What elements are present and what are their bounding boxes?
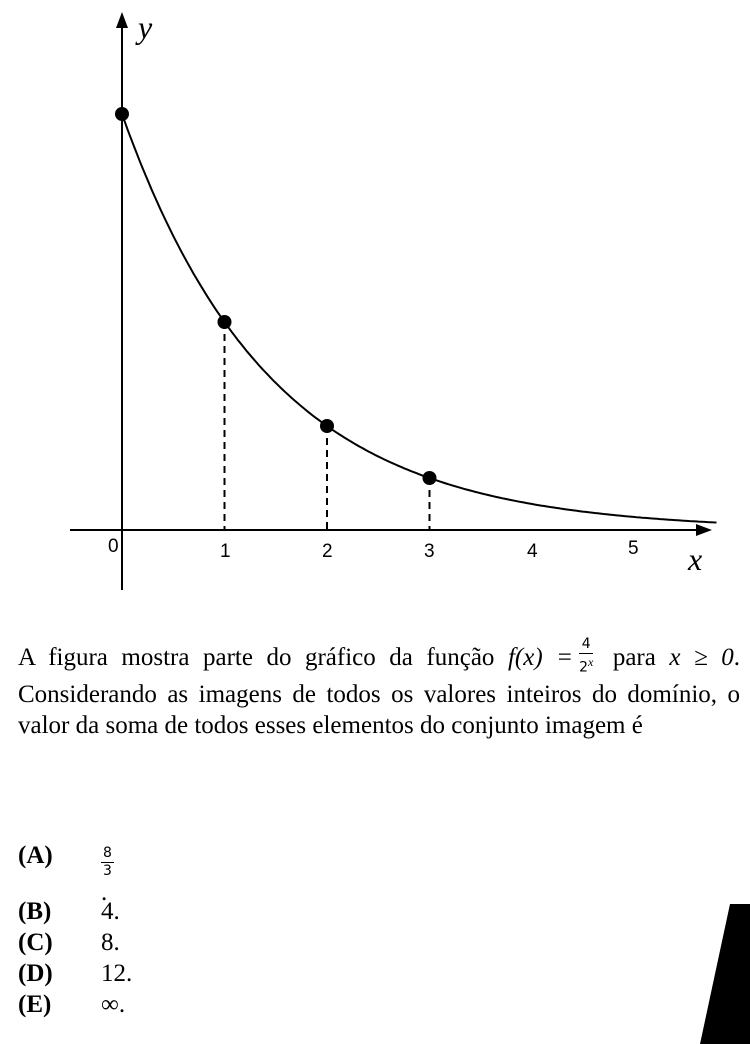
option-value: 8. bbox=[101, 929, 120, 956]
denominator-exponent: x bbox=[587, 655, 594, 669]
y-axis-label: y bbox=[138, 9, 153, 45]
question-rest: . Considerando as imagens de todos os valores inteiros do domínio, o valor da soma de todos esses elementos do conjunto imagem é bbox=[18, 644, 741, 739]
x-tick-4: 4 bbox=[527, 541, 538, 562]
x-tick-5: 5 bbox=[628, 538, 639, 559]
function-fraction bbox=[579, 637, 593, 676]
function-curve bbox=[122, 114, 717, 523]
x-tick-1: 1 bbox=[220, 541, 231, 562]
y-axis-arrow bbox=[116, 12, 128, 28]
denominator-base: 2 bbox=[579, 659, 588, 676]
option-letter: (C) bbox=[18, 929, 53, 956]
data-point-3 bbox=[423, 471, 437, 485]
option-fraction-denominator: 3 bbox=[103, 863, 112, 879]
option-fraction bbox=[101, 846, 114, 879]
option-letter: (A) bbox=[18, 842, 53, 869]
x-axis-label: x bbox=[688, 541, 703, 577]
function-expression: f(x) = bbox=[507, 644, 574, 672]
option-value: 12. bbox=[101, 960, 133, 987]
question-connector: para bbox=[599, 644, 670, 672]
x-axis-arrow bbox=[696, 524, 712, 536]
fraction-denominator bbox=[579, 654, 593, 676]
question-intro: A figura mostra parte do gráfico da função bbox=[18, 644, 508, 672]
option-suffix: . bbox=[101, 879, 108, 906]
option-value: ∞. bbox=[101, 991, 126, 1018]
x-tick-2: 2 bbox=[322, 541, 333, 562]
data-point-1 bbox=[218, 315, 232, 329]
data-point-0 bbox=[115, 107, 129, 121]
option-value: 4. bbox=[101, 898, 120, 925]
question-text bbox=[18, 636, 741, 741]
option-fraction-numerator: 8 bbox=[103, 845, 112, 861]
option-letter: (B) bbox=[18, 898, 52, 925]
option-letter: (D) bbox=[18, 960, 53, 987]
domain-condition: x ≥ 0 bbox=[669, 644, 734, 672]
fraction-numerator: 4 bbox=[579, 637, 593, 654]
corner-watermark bbox=[640, 904, 750, 1044]
x-tick-3: 3 bbox=[424, 541, 435, 562]
data-point-2 bbox=[320, 419, 334, 433]
option-letter: (E) bbox=[18, 991, 52, 1018]
x-tick-0: 0 bbox=[108, 536, 119, 557]
